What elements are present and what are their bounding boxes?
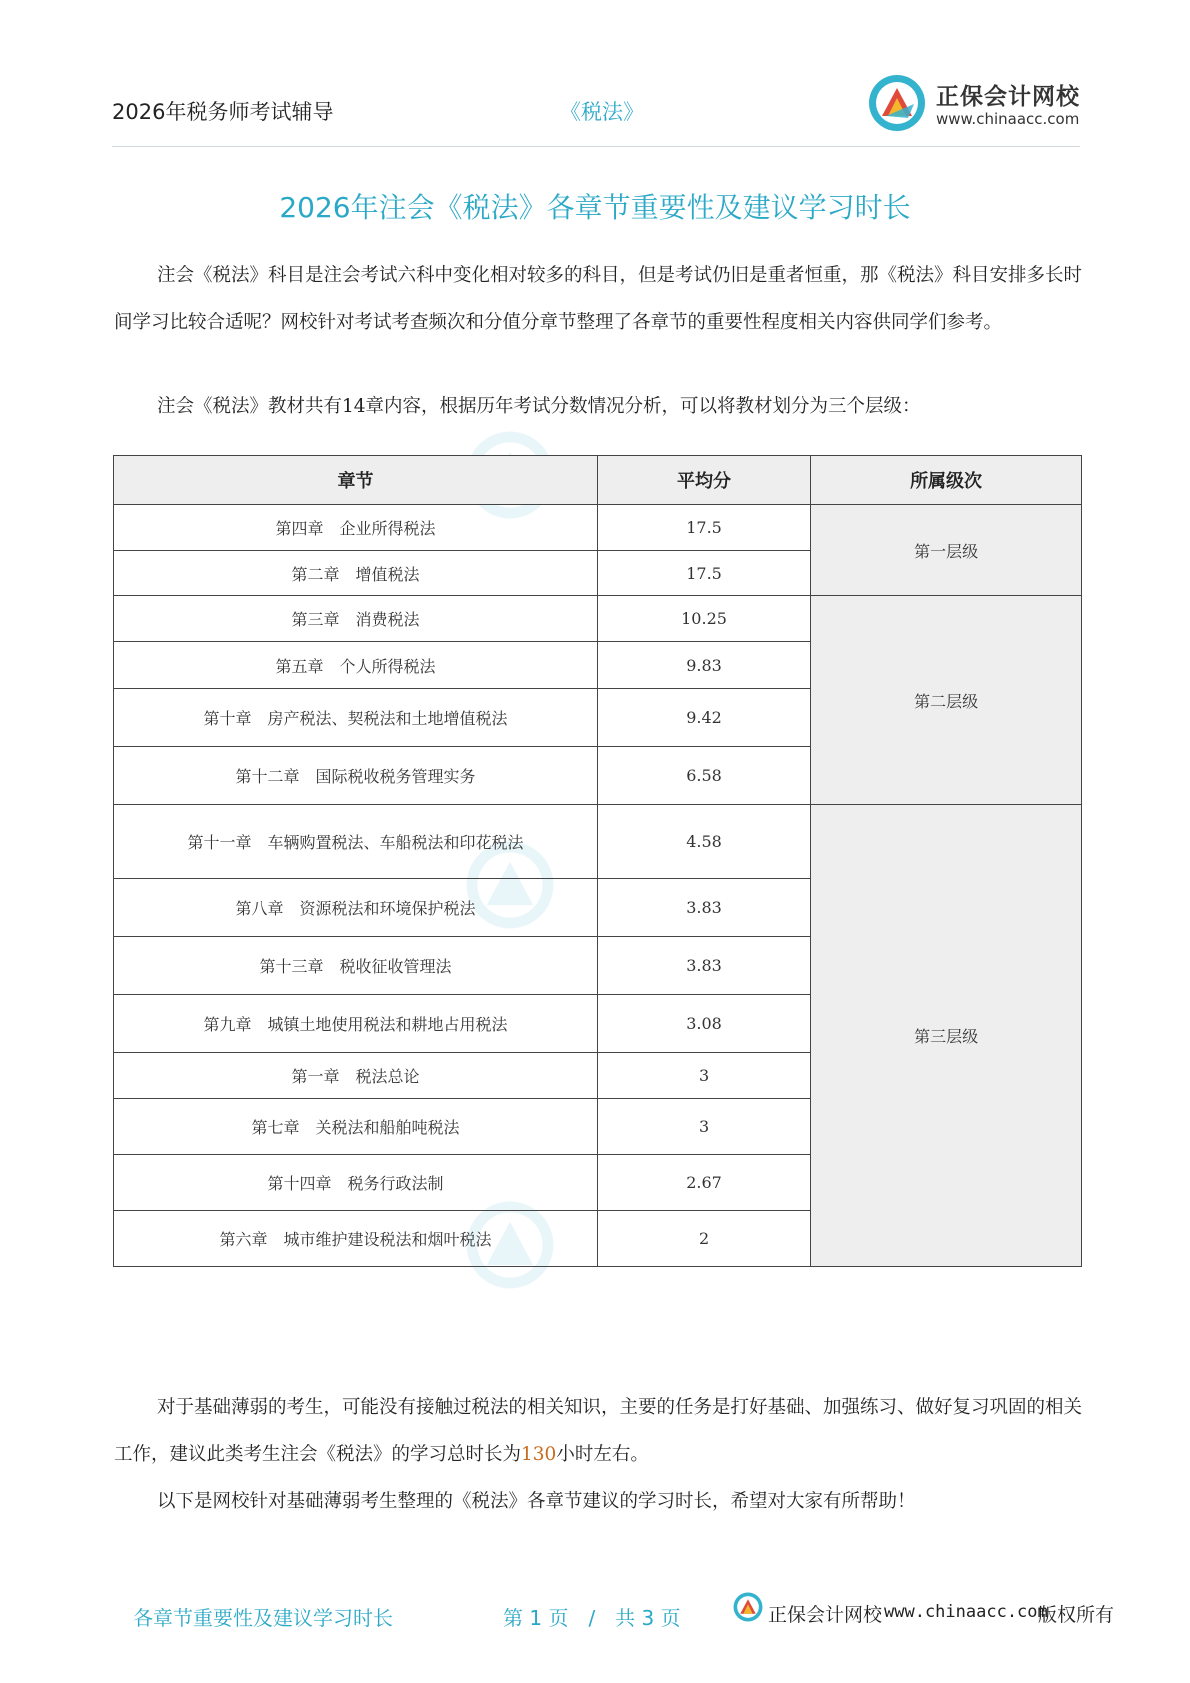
score-cell: 3.83 bbox=[597, 937, 810, 995]
table-row bbox=[114, 805, 1082, 879]
intro-paragraph-1: 注会《税法》科目是注会考试六科中变化相对较多的科目，但是考试仍旧是重者恒重，那《税法》科目安排多长时间学习比较合适呢？网校针对考试考查频次和分值分章节整理了各章节的重要性程度相关内容供同学们参考。 bbox=[114, 265, 1083, 333]
footer-doc-title: 各章节重要性及建议学习时长 bbox=[133, 1606, 393, 1630]
score-cell: 9.83 bbox=[597, 642, 810, 689]
tier-cell-3: 第三层级 bbox=[811, 805, 1082, 1267]
table-row bbox=[114, 596, 1082, 642]
column-header-score: 平均分 bbox=[597, 456, 810, 505]
chapter-cell: 第十三章 税收征收管理法 bbox=[114, 937, 598, 995]
score-cell: 3 bbox=[597, 1099, 810, 1155]
chapter-cell: 第七章 关税法和船舶吨税法 bbox=[114, 1099, 598, 1155]
footer-brand-name: 正保会计网校 bbox=[768, 1604, 883, 1626]
score-cell: 3.83 bbox=[597, 879, 810, 937]
chapter-cell: 第二章 增值税法 bbox=[114, 551, 598, 596]
study-time-text-before: 对于基础薄弱的考生，可能没有接触过税法的相关知识，主要的任务是打好基础、加强练习、做好复习巩固的相关工作，建议此类考生注会《税法》的学习总时长为 bbox=[114, 1397, 1083, 1465]
header-divider bbox=[112, 146, 1080, 147]
table-header-row bbox=[114, 456, 1082, 505]
footer-logo-icon bbox=[733, 1592, 763, 1622]
brand-name: 正保会计网校 bbox=[936, 84, 1080, 110]
score-cell: 17.5 bbox=[597, 505, 810, 551]
chapter-cell: 第十一章 车辆购置税法、车船税法和印花税法 bbox=[114, 805, 598, 879]
column-header-chapter: 章节 bbox=[114, 456, 598, 505]
chapter-cell: 第四章 企业所得税法 bbox=[114, 505, 598, 551]
score-cell: 4.58 bbox=[597, 805, 810, 879]
chapter-cell: 第五章 个人所得税法 bbox=[114, 642, 598, 689]
footer-page-number: 第 1 页 / 共 3 页 bbox=[503, 1606, 681, 1630]
study-hours-highlight: 130 bbox=[521, 1444, 557, 1465]
score-cell: 2.67 bbox=[597, 1155, 810, 1211]
chapter-cell: 第十章 房产税法、契税法和土地增值税法 bbox=[114, 689, 598, 747]
table-row bbox=[114, 505, 1082, 551]
header-course-title: 2026年税务师考试辅导 bbox=[112, 100, 334, 124]
chapter-cell: 第九章 城镇土地使用税法和耕地占用税法 bbox=[114, 995, 598, 1053]
score-cell: 17.5 bbox=[597, 551, 810, 596]
study-time-paragraph bbox=[114, 1384, 1082, 1478]
intro-paragraph-2: 注会《税法》教材共有14章内容，根据历年考试分数情况分析，可以将教材划分为三个层级： bbox=[157, 396, 921, 417]
score-cell: 10.25 bbox=[597, 596, 810, 642]
footer-url: www.chinaacc.com bbox=[884, 1602, 1048, 1622]
header-subject-title: 《税法》 bbox=[560, 100, 644, 124]
brand-logo bbox=[868, 74, 1090, 134]
chapter-cell: 第三章 消费税法 bbox=[114, 596, 598, 642]
chapter-importance-table bbox=[113, 455, 1082, 1267]
score-cell: 6.58 bbox=[597, 747, 810, 805]
chapter-cell: 第一章 税法总论 bbox=[114, 1053, 598, 1099]
study-time-text-after: 小时左右。 bbox=[556, 1444, 649, 1465]
score-cell: 3 bbox=[597, 1053, 810, 1099]
column-header-tier: 所属级次 bbox=[811, 456, 1082, 505]
page-title: 2026年注会《税法》各章节重要性及建议学习时长 bbox=[279, 191, 911, 224]
chapter-cell: 第六章 城市维护建设税法和烟叶税法 bbox=[114, 1211, 598, 1267]
tier-cell-1: 第一层级 bbox=[811, 505, 1082, 596]
footer-copyright: 版权所有 bbox=[1038, 1604, 1115, 1626]
brand-url: www.chinaacc.com bbox=[936, 110, 1080, 128]
chapter-cell: 第十四章 税务行政法制 bbox=[114, 1155, 598, 1211]
score-cell: 9.42 bbox=[597, 689, 810, 747]
tier-cell-2: 第二层级 bbox=[811, 596, 1082, 805]
closing-paragraph: 以下是网校针对基础薄弱考生整理的《税法》各章节建议的学习时长，希望对大家有所帮助！ bbox=[157, 1491, 916, 1512]
score-cell: 3.08 bbox=[597, 995, 810, 1053]
chapter-cell: 第十二章 国际税收税务管理实务 bbox=[114, 747, 598, 805]
brand-logo-icon bbox=[868, 74, 926, 132]
chapter-cell: 第八章 资源税法和环境保护税法 bbox=[114, 879, 598, 937]
score-cell: 2 bbox=[597, 1211, 810, 1267]
